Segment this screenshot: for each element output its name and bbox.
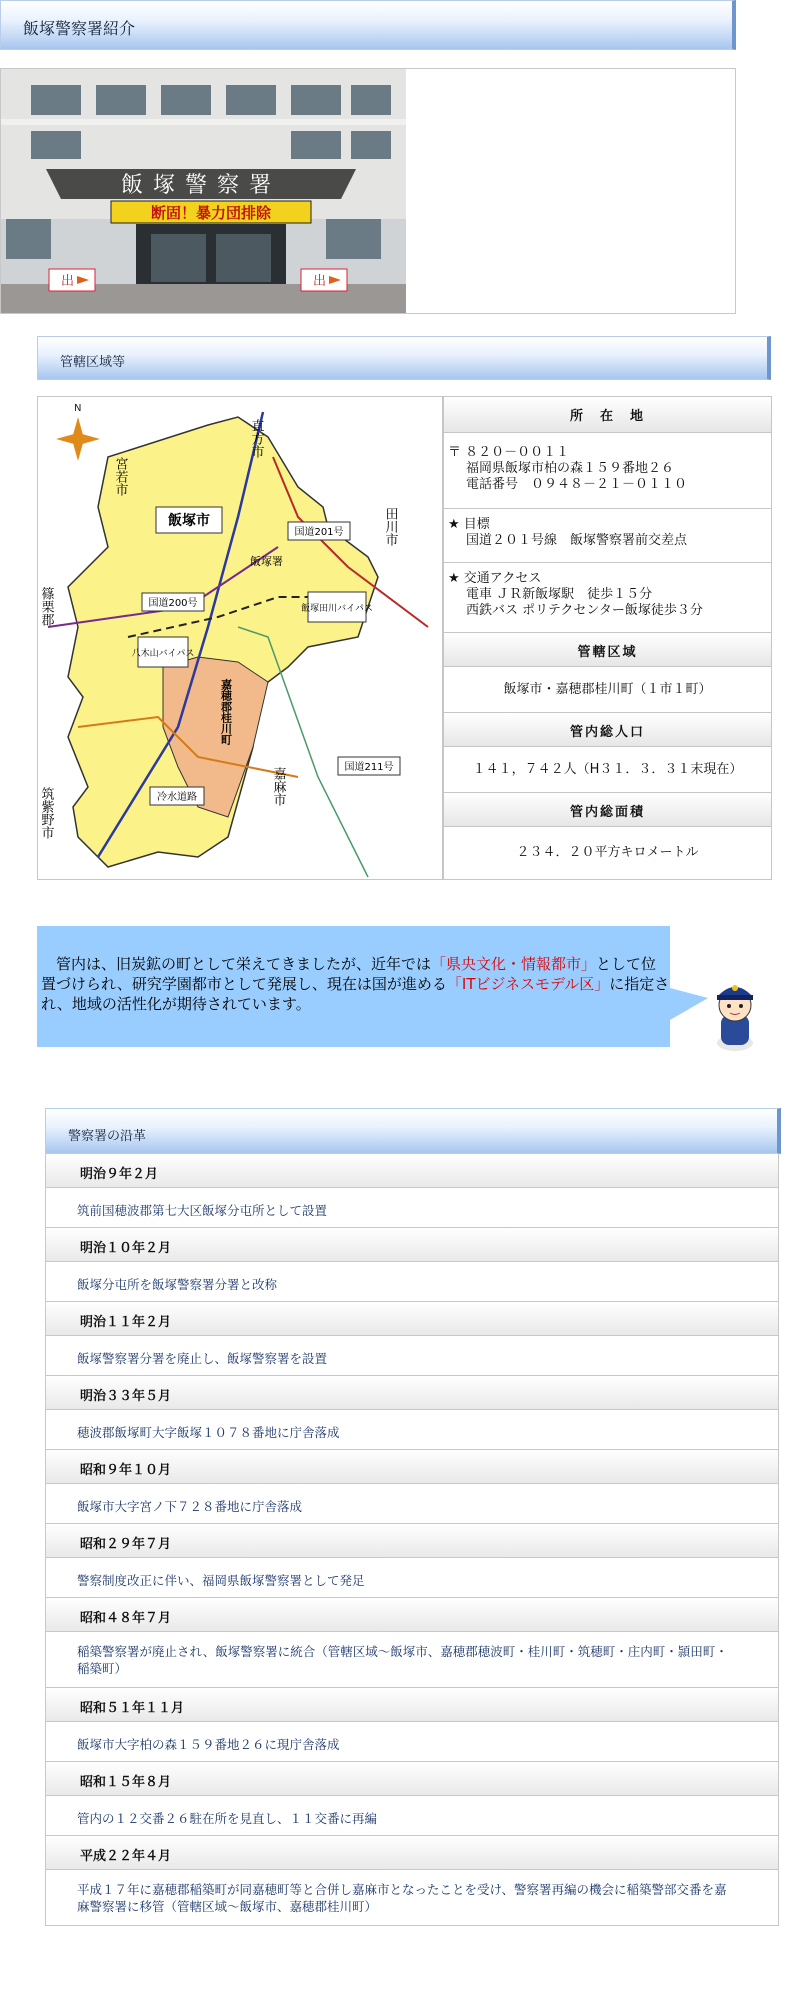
history-table (45, 1154, 779, 1926)
history-year: 昭和２９年７月 (80, 1537, 172, 1552)
compass-icon (56, 403, 100, 461)
history-year-row (45, 1154, 779, 1188)
address-cell (444, 433, 771, 509)
exit-sign-left: 出 (61, 274, 75, 289)
history-year-row (45, 1598, 779, 1632)
history-desc: 警察制度改正に伴い、福岡県飯塚警察署として発足 (77, 1573, 365, 1588)
history-desc-row (45, 1262, 779, 1302)
population-header: 管内総人口 (444, 713, 771, 747)
history-title: 警察署の沿革 (68, 1129, 147, 1144)
police-mascot-icon (705, 975, 765, 1051)
svg-text:宮若市: 宮若市 (112, 457, 128, 496)
photo-panel (0, 68, 736, 314)
history-desc-row (45, 1558, 779, 1598)
jurisdiction-value: 飯塚市・嘉穂郡桂川町（１市１町） (444, 667, 771, 713)
highlight-model: 「ITビジネスモデル区」 (446, 975, 610, 993)
station-info-table (443, 396, 772, 880)
area-header: 管内総面積 (444, 793, 771, 827)
banner-text: 断固！暴力団排除 (150, 204, 272, 222)
history-desc-row (45, 1632, 779, 1688)
history-year-row (45, 1450, 779, 1484)
svg-text:飯塚田川バイパス: 飯塚田川バイパス (301, 604, 373, 614)
history-year-row (45, 1228, 779, 1262)
history-desc-row (45, 1484, 779, 1524)
history-year: 平成２２年４月 (80, 1849, 172, 1864)
history-year: 明治９年２月 (80, 1167, 159, 1182)
history-year: 昭和４８年７月 (80, 1611, 172, 1626)
history-desc: 飯塚市大字柏の森１５９番地２６に現庁舎落成 (77, 1737, 340, 1752)
page-title-bar (0, 0, 736, 50)
history-desc-row (45, 1188, 779, 1228)
history-year: 昭和５１年１１月 (80, 1701, 185, 1716)
population-value: １４１，７４２人（H３１．３．３１末現在） (444, 747, 771, 793)
history-year-row (45, 1524, 779, 1558)
history-desc: 飯塚警察署分署を廃止し、飯塚警察署を設置 (77, 1351, 328, 1366)
history-desc-row (45, 1722, 779, 1762)
highlight-city: 「県央文化・情報都市」 (431, 955, 597, 973)
history-desc-row (45, 1336, 779, 1376)
section-title: 管轄区域等 (60, 355, 126, 370)
history-year: 明治１０年２月 (80, 1241, 172, 1256)
svg-text:国道201号: 国道201号 (294, 527, 344, 538)
history-desc: 稲築警察署が廃止され、飯塚警察署に統合（管轄区域～飯塚市、嘉穂郡穂波町・桂川町・筑穂町・庄内町・頴田町・稲築町） (77, 1644, 728, 1676)
history-desc: 飯塚分屯所を飯塚警察署分署と改称 (77, 1277, 278, 1292)
police-building-photo (1, 69, 406, 313)
history-year: 明治３３年５月 (80, 1389, 172, 1404)
jurisdiction-map (37, 396, 443, 880)
jurisdiction-section-header (37, 336, 771, 380)
history-desc: 飯塚市大字宮ノ下７２８番地に庁舎落成 (77, 1499, 303, 1514)
history-desc: 平成１７年に嘉穂郡稲築町が同嘉穂町等と合併し嘉麻市となったことを受け、警察署再編の機会に稲築警部交番を嘉麻警察署に移管（管轄区域～飯塚市、嘉穂郡桂川町） (77, 1882, 727, 1914)
history-desc: 筑前国穂波郡第七大区飯塚分屯所として設置 (77, 1203, 328, 1218)
svg-text:篠栗郡: 篠栗郡 (38, 587, 54, 626)
history-year: 明治１１年２月 (80, 1315, 172, 1330)
svg-text:直方市: 直方市 (248, 419, 264, 458)
history-year-row (45, 1836, 779, 1870)
history-section-header (45, 1108, 781, 1154)
history-desc: 穂波郡飯塚町大字飯塚１０７８番地に庁舎落成 (77, 1425, 340, 1440)
history-desc-row (45, 1870, 779, 1926)
svg-text:冷水道路: 冷水道路 (157, 792, 197, 803)
building-sign: 飯塚警察署 (120, 172, 282, 197)
history-year: 昭和９年１０月 (80, 1463, 172, 1478)
history-desc: 管内の１２交番２６駐在所を見直し、１１交番に再編 (77, 1811, 378, 1826)
svg-text:N: N (74, 403, 82, 414)
svg-text:飯塚市: 飯塚市 (168, 513, 210, 529)
history-year-row (45, 1762, 779, 1796)
svg-text:嘉穂郡桂川町: 嘉穂郡桂川町 (219, 679, 233, 745)
svg-text:八木山バイパス: 八木山バイパス (131, 649, 195, 659)
svg-text:田川市: 田川市 (382, 507, 398, 546)
svg-text:飯塚署: 飯塚署 (250, 555, 283, 568)
history-desc-row (45, 1796, 779, 1836)
intro-text: 管内は、旧炭鉱の町として栄えてきましたが、近年では「県央文化・情報都市」として位置づけられ、研究学園都市として発展し、現在は国が進める「ITビジネスモデル区」に指定され、地域の活性化が期待されています。 (41, 955, 670, 1013)
history-year: 昭和１５年８月 (80, 1775, 172, 1790)
jurisdiction-header: 管轄区域 (444, 633, 771, 667)
svg-text:国道200号: 国道200号 (148, 598, 198, 609)
history-desc-row (45, 1410, 779, 1450)
area-value: ２３４．２０平方キロメートル (516, 845, 699, 860)
postal-code: 〒 ８２０－００１１ (448, 445, 570, 460)
svg-text:嘉麻市: 嘉麻市 (270, 767, 286, 806)
history-year-row (45, 1302, 779, 1336)
exit-sign-right: 出 (313, 274, 327, 289)
address-text: 福岡県飯塚市柏の森１５９番地２６ (466, 461, 675, 476)
svg-text:筑紫野市: 筑紫野市 (38, 787, 54, 839)
history-year-row (45, 1376, 779, 1410)
intro-speech-bubble (37, 926, 670, 1047)
history-year-row (45, 1688, 779, 1722)
landmark-cell: ★ 目標 国道２０１号線 飯塚警察署前交差点 (444, 509, 771, 563)
phone-number: 電話番号 ０９４８－２１－０１１０ (466, 477, 688, 492)
access-cell: ★ 交通アクセス 電車 ＪＲ新飯塚駅 徒歩１５分 西鉄バス ポリテクセンター飯塚徒歩３分 (444, 563, 771, 633)
page-title: 飯塚警察署紹介 (23, 19, 136, 38)
svg-text:国道211号: 国道211号 (344, 762, 394, 773)
location-header: 所 在 地 (444, 397, 771, 433)
